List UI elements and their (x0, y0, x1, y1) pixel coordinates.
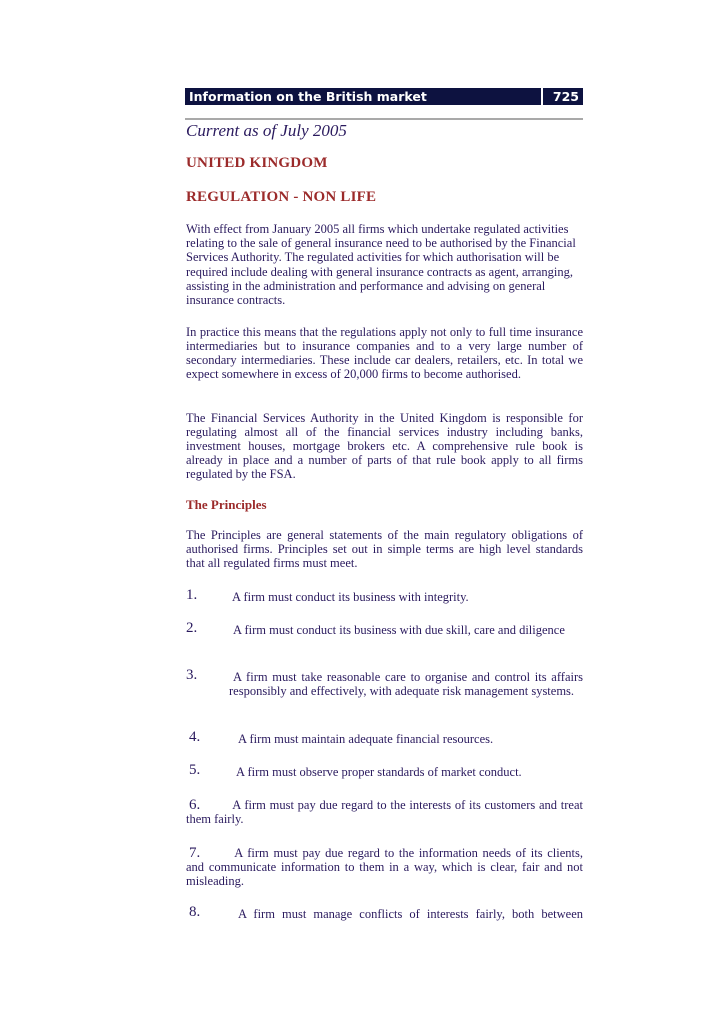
principle-number: 5. (189, 762, 201, 778)
principle-item (186, 587, 583, 606)
header-rule (185, 118, 583, 120)
principles-heading: The Principles (186, 497, 267, 512)
principle-number: 7. (189, 845, 201, 861)
running-header (185, 88, 583, 105)
principle-number: 4. (189, 729, 201, 745)
principle-number: 8. (189, 904, 201, 920)
date-line: Current as of July 2005 (186, 121, 347, 140)
principle-number: 6. (189, 797, 201, 813)
principle-text: A firm must conduct its business with due skill, care and diligence (233, 623, 565, 637)
principle-item (186, 667, 583, 714)
header-separator (541, 88, 543, 105)
principle-item (186, 846, 583, 890)
principle-text: A firm must conduct its business with integrity. (232, 590, 469, 604)
principle-text: A firm must maintain adequate financial resources. (238, 732, 494, 746)
principle-text: A firm must take reasonable care to organise and control its affairs responsibly and effectively, with adequate risk management systems. (229, 670, 583, 698)
principle-item (186, 798, 583, 828)
principle-number: 2. (186, 620, 198, 636)
principle-item (186, 729, 583, 748)
section-heading: REGULATION - NON LIFE (186, 189, 377, 205)
principle-item (186, 620, 583, 653)
principle-text: A firm must pay due regard to the information needs of its clients, and communicate information to them in a way, which is clear, fair and not misleading. (186, 846, 583, 888)
paragraph-authorisation: With effect from January 2005 all firms which undertake regulated activities relating to the sale of general insurance need to be authorised by the Financial Services Authority. The regulated activities for which authorisation will be required include dealing with general insurance contracts as agent, arranging, assisting in the administration and performance and advising on general insurance contracts. (186, 222, 576, 308)
principles-intro: The Principles are general statements of the main regulatory obligations of authorised firms. Principles set out in simple terms are high level standards that all regulated firms must meet. (186, 528, 583, 570)
header-title: Information on the British market (189, 89, 427, 104)
principle-number: 3. (186, 667, 198, 683)
principle-number: 1. (186, 587, 198, 603)
paragraph-practice: In practice this means that the regulations apply not only to full time insurance intermediaries but to insurance companies and to a very large number of secondary intermediaries. These include car dealers, retailers, etc. In total we expect somewhere in excess of 20,000 firms to become authorised. (186, 325, 583, 381)
principle-item (186, 904, 583, 923)
principle-text: A firm must observe proper standards of market conduct. (236, 765, 522, 779)
page-number: 725 (552, 89, 579, 104)
country-heading: UNITED KINGDOM (186, 155, 328, 171)
principle-text: A firm must pay due regard to the interests of its customers and treat them fairly. (186, 798, 583, 826)
principle-item (186, 762, 583, 781)
paragraph-fsa: The Financial Services Authority in the United Kingdom is responsible for regulating almost all of the financial services industry including banks, investment houses, mortgage brokers etc. A comprehensive rule book is already in place and a number of parts of that rule book apply to all firms regulated by the FSA. (186, 411, 583, 481)
principle-text: A firm must manage conflicts of interests fairly, both between (238, 907, 583, 921)
